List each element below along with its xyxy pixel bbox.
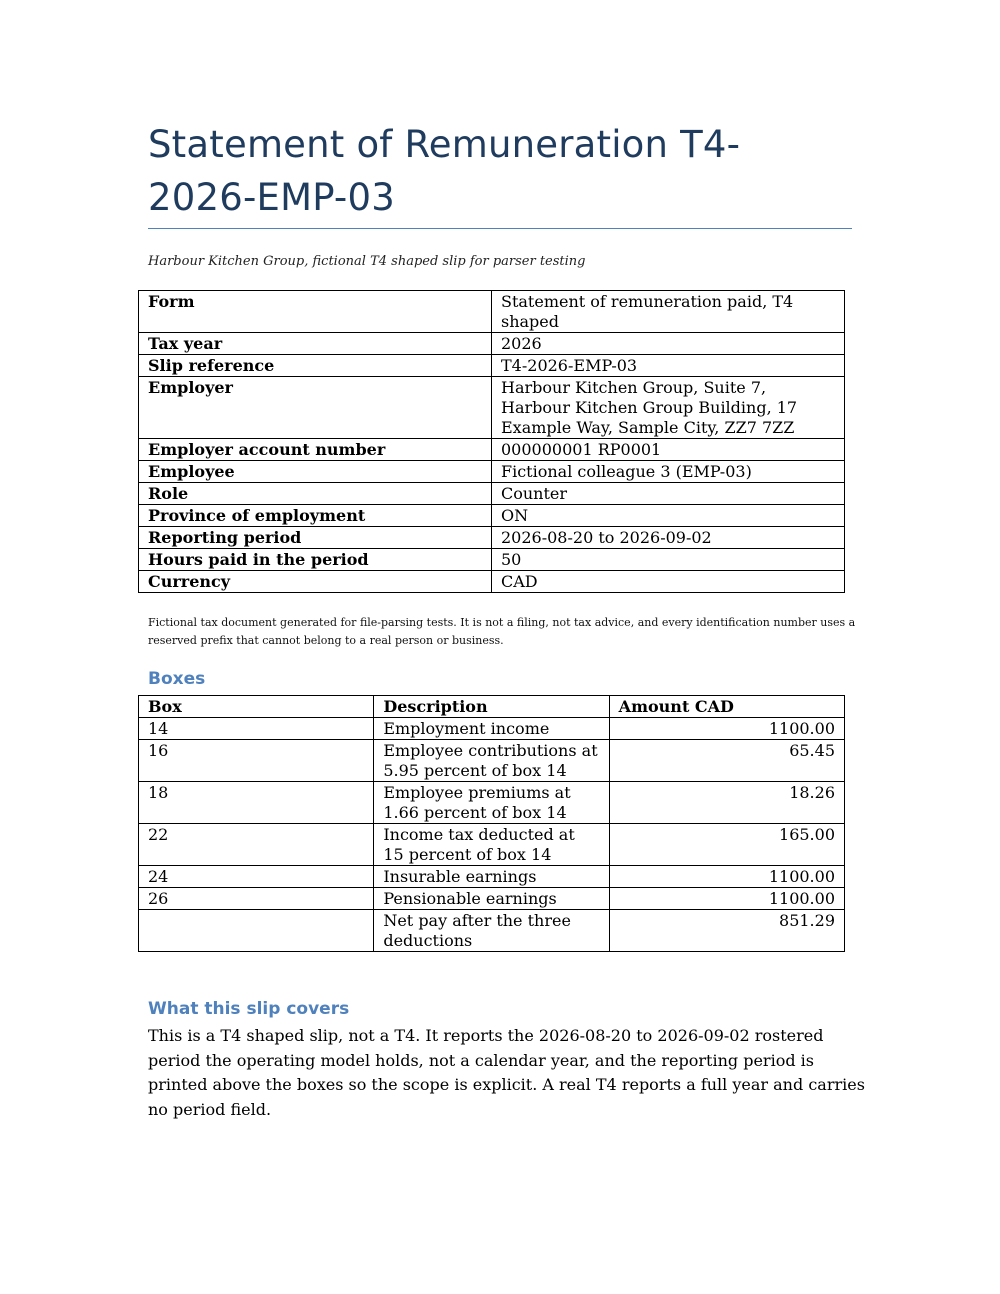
box-amount: 1100.00 [609, 866, 844, 888]
box-amount: 18.26 [609, 782, 844, 824]
info-label: Reporting period [139, 527, 492, 549]
info-label: Role [139, 483, 492, 505]
box-description: Employee contributions at 5.95 percent of box 14 [374, 740, 609, 782]
box-number: 16 [139, 740, 374, 782]
box-number: 26 [139, 888, 374, 910]
table-header-row [139, 696, 845, 718]
info-value: 2026-08-20 to 2026-09-02 [492, 527, 845, 549]
table-row [139, 888, 845, 910]
box-number [139, 910, 374, 952]
info-label: Hours paid in the period [139, 549, 492, 571]
info-value: Statement of remuneration paid, T4 shaped [492, 291, 845, 333]
box-amount: 1100.00 [609, 888, 844, 910]
box-number: 22 [139, 824, 374, 866]
box-amount: 851.29 [609, 910, 844, 952]
box-number: 14 [139, 718, 374, 740]
column-header-amount: Amount CAD [609, 696, 844, 718]
info-value: 2026 [492, 333, 845, 355]
table-row [139, 549, 845, 571]
table-row [139, 461, 845, 483]
table-row [139, 439, 845, 461]
boxes-heading: Boxes [148, 669, 206, 689]
box-description: Income tax deducted at 15 percent of box 14 [374, 824, 609, 866]
info-value: ON [492, 505, 845, 527]
info-label: Employer [139, 377, 492, 439]
info-value: 000000001 RP0001 [492, 439, 845, 461]
box-amount: 65.45 [609, 740, 844, 782]
box-description: Net pay after the three deductions [374, 910, 609, 952]
table-row [139, 718, 845, 740]
box-description: Employee premiums at 1.66 percent of box 14 [374, 782, 609, 824]
info-label: Slip reference [139, 355, 492, 377]
table-row [139, 910, 845, 952]
table-row [139, 291, 845, 333]
coverage-paragraph: This is a T4 shaped slip, not a T4. It reports the 2026-08-20 to 2026-09-02 rostered period the operating model holds, not a calendar year, and the reporting period is printed above the boxes so the scope is explicit. A real T4 reports a full year and carries no period field. [148, 1026, 865, 1119]
box-number: 24 [139, 866, 374, 888]
disclaimer-note: Fictional tax document generated for file-parsing tests. It is not a filing, not tax advice, and every identification number uses a reserved prefix that cannot belong to a real person or business. [148, 616, 856, 647]
boxes-table [138, 695, 845, 952]
info-value: CAD [492, 571, 845, 593]
slip-info-table [138, 290, 845, 593]
table-row [139, 571, 845, 593]
box-description: Insurable earnings [374, 866, 609, 888]
box-amount: 1100.00 [609, 718, 844, 740]
info-label: Tax year [139, 333, 492, 355]
info-value: Fictional colleague 3 (EMP-03) [492, 461, 845, 483]
table-row [139, 483, 845, 505]
info-label: Employer account number [139, 439, 492, 461]
document-title: Statement of Remuneration T4-2026-EMP-03 [148, 123, 741, 219]
column-header-box: Box [139, 696, 374, 718]
column-header-description: Description [374, 696, 609, 718]
info-value: 50 [492, 549, 845, 571]
table-row [139, 377, 845, 439]
table-row [139, 866, 845, 888]
table-row [139, 782, 845, 824]
info-value: Counter [492, 483, 845, 505]
table-row [139, 333, 845, 355]
info-label: Employee [139, 461, 492, 483]
title-divider [148, 228, 852, 229]
box-description: Employment income [374, 718, 609, 740]
info-value: T4-2026-EMP-03 [492, 355, 845, 377]
table-row [139, 527, 845, 549]
table-row [139, 505, 845, 527]
table-row [139, 824, 845, 866]
table-row [139, 355, 845, 377]
info-value: Harbour Kitchen Group, Suite 7, Harbour Kitchen Group Building, 17 Example Way, Sample City, ZZ7 7ZZ [492, 377, 845, 439]
table-row [139, 740, 845, 782]
box-number: 18 [139, 782, 374, 824]
info-label: Form [139, 291, 492, 333]
box-description: Pensionable earnings [374, 888, 609, 910]
info-label: Province of employment [139, 505, 492, 527]
document-subtitle: Harbour Kitchen Group, fictional T4 shaped slip for parser testing [148, 254, 586, 269]
info-label: Currency [139, 571, 492, 593]
coverage-heading: What this slip covers [148, 999, 350, 1019]
box-amount: 165.00 [609, 824, 844, 866]
